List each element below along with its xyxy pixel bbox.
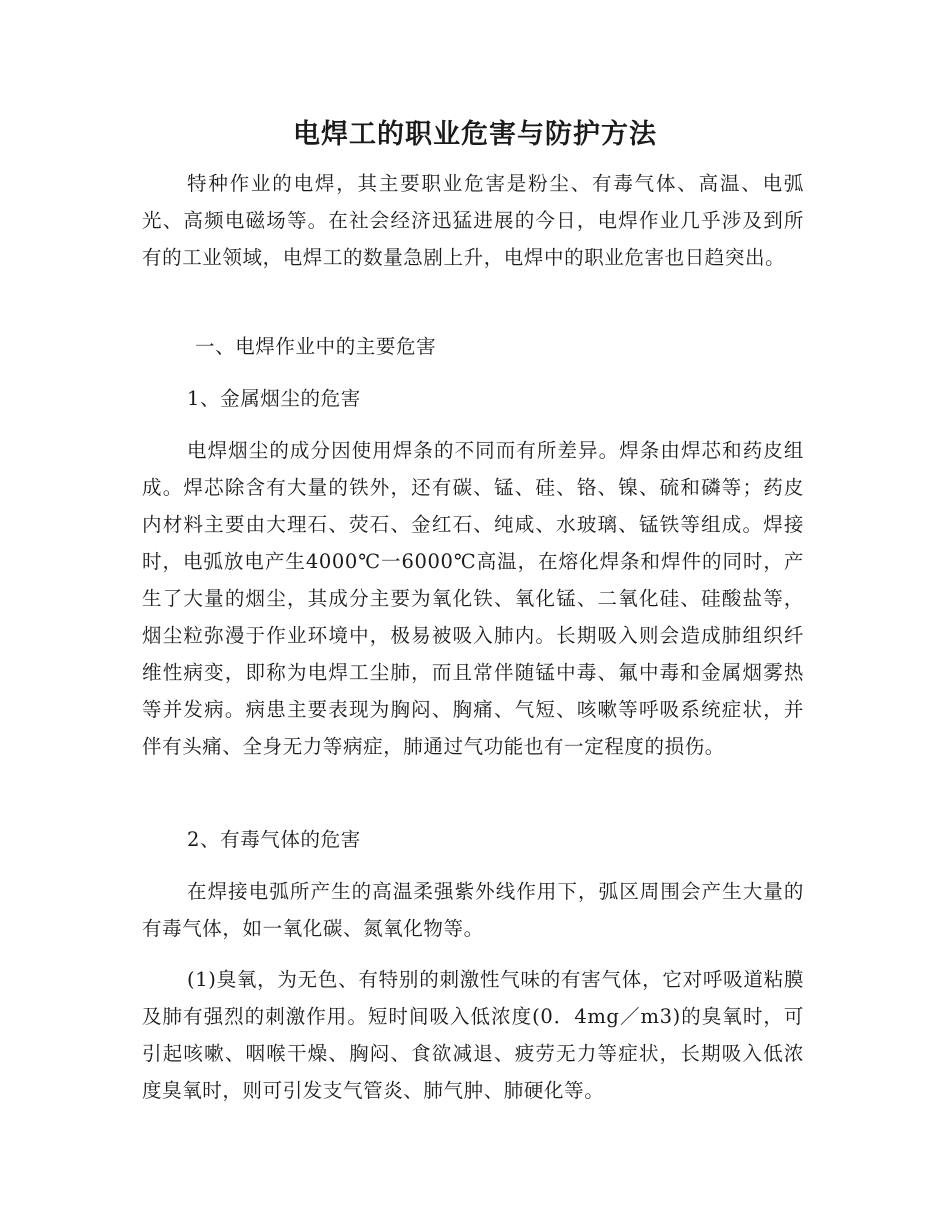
- ozone-paragraph: (1)臭氧，为无色、有特别的刺激性气味的有害气体，它对呼吸道粘膜及肺有强烈的刺激作用。短时间吸入低浓度(0．4mg／m3)的臭氧时，可引起咳嗽、咽喉干燥、胸闷、食欲减退、疲劳无力等症状，长期吸入低浓度臭氧时，则可引发支气管炎、肺气肿、肺硬化等。: [142, 968, 804, 1102]
- subsection-heading-1: 1、金属烟尘的危害: [187, 387, 361, 410]
- toxic-gas-paragraph: 在焊接电弧所产生的高温柔强紫外线作用下，弧区周围会产生大量的有毒气体，如一氧化碳、氮氧化物等。: [142, 880, 804, 940]
- section-heading: 一、电焊作业中的主要危害: [195, 335, 437, 358]
- metal-fume-paragraph: 电焊烟尘的成分因使用焊条的不同而有所差异。焊条由焊芯和药皮组成。焊芯除含有大量的铁外，还有碳、锰、硅、铬、镍、硫和磷等；药皮内材料主要由大理石、荧石、金红石、纯咸、水玻璃、锰铁等组成。焊接时，电弧放电产生4000℃一6000℃高温，在熔化焊条和焊件的同时，产生了大量的烟尘，其成分主要为氧化铁、氧化锰、二氧化硅、硅酸盐等，烟尘粒弥漫于作业环境中，极易被吸入肺内。长期吸入则会造成肺组织纤维性病变，即称为电焊工尘肺，而且常伴随锰中毒、氟中毒和金属烟雾热等并发病。病患主要表现为胸闷、胸痛、气短、咳嗽等呼吸系统症状，并伴有头痛、全身无力等病症，肺通过气功能也有一定程度的损伤。: [142, 439, 804, 758]
- intro-paragraph: 特种作业的电焊，其主要职业危害是粉尘、有毒气体、高温、电弧光、高频电磁场等。在社会经济迅猛进展的今日，电焊作业几乎涉及到所有的工业领域，电焊工的数量急剧上升，电焊中的职业危害也日趋突出。: [142, 172, 804, 269]
- document-title: 电焊工的职业危害与防护方法: [293, 119, 657, 150]
- subsection-heading-2: 2、有毒气体的危害: [187, 828, 361, 851]
